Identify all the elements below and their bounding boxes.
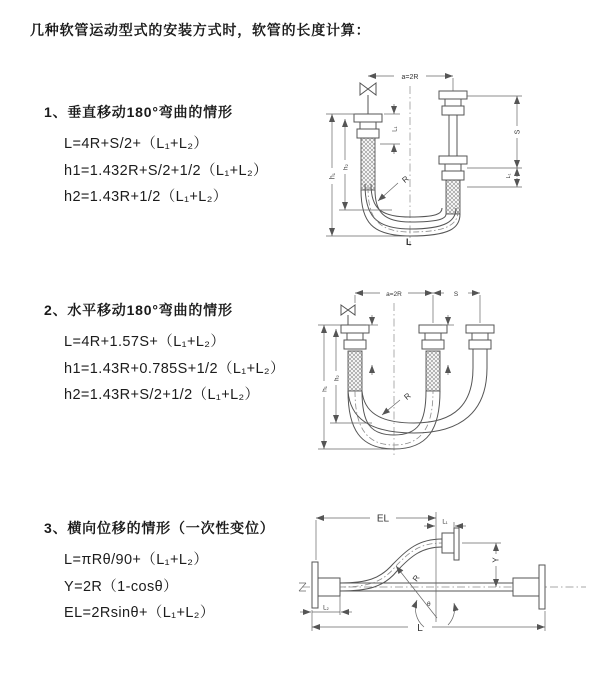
dimension-l2 <box>300 596 352 615</box>
section1-heading: 1、垂直移动180°弯曲的情形 <box>44 104 233 120</box>
section3-formulas <box>64 547 275 627</box>
section2-heading: 2、水平移动180°弯曲的情形 <box>44 302 233 318</box>
dimension-l1-right <box>467 168 522 187</box>
braided-hose-section <box>446 180 460 214</box>
radius-callout <box>382 391 413 415</box>
dim-label-l1: L₁ <box>392 126 399 132</box>
valve-icon <box>341 305 355 325</box>
hose-fitting-left <box>354 114 382 190</box>
dim-label-l1: L₁ <box>442 519 448 526</box>
page-title: 几种软管运动型式的安装方式时，软管的长度计算： <box>30 22 371 38</box>
dim-label-h2: h₂ <box>334 375 341 381</box>
dim-label-width: a=2R <box>401 74 419 81</box>
dimension-s <box>467 96 522 168</box>
dimension-l1 <box>424 520 466 529</box>
formula-L: L=πRθ/90+（L₁+L₂） <box>64 552 209 568</box>
braided-hose-section <box>361 138 375 190</box>
dim-label-width: a=2R <box>386 291 402 298</box>
braided-hose-section <box>348 351 362 391</box>
radius-callout <box>396 566 437 618</box>
dimension-y <box>462 543 501 587</box>
dimension-length <box>312 610 545 634</box>
hose-fitting-right-lower <box>439 156 467 214</box>
formula-h2: h2=1.43R+S/2+1/2（L₁+L₂） <box>64 387 260 403</box>
dim-label-l1: L₁ <box>506 173 512 179</box>
hose-fitting-right-upper <box>439 78 467 156</box>
dim-label-h2: h₂ <box>342 163 350 171</box>
hose-fitting-middle <box>419 325 447 391</box>
dim-label-radius: R <box>400 174 411 185</box>
dim-label-h1: h₁ <box>329 172 337 180</box>
dim-label-l2: L₂ <box>323 605 329 612</box>
dim-label-shift: S <box>453 291 459 298</box>
dim-label-radius: R <box>410 573 422 584</box>
formula-L: L=4R+1.57S+（L₁+L₂） <box>64 334 226 350</box>
section-lateral-displacement <box>44 518 275 627</box>
section-horizontal-180 <box>44 300 285 409</box>
hose-displaced-curve <box>340 528 459 591</box>
dim-label-theta: θ <box>427 601 431 608</box>
dimension-l1-left <box>380 104 400 154</box>
formula-h2: h2=1.43R+1/2（L₁+L₂） <box>64 189 228 205</box>
diagram-lateral-displacement <box>296 500 598 652</box>
hose-fitting-right <box>466 325 494 368</box>
dim-label-s: S <box>514 129 522 135</box>
section-vertical-180 <box>44 102 268 211</box>
hose-fitting-left <box>341 325 369 391</box>
formula-h1: h1=1.432R+S/2+1/2（L₁+L₂） <box>64 162 268 179</box>
section3-heading: 3、横向位移的情形（一次性变位） <box>44 520 275 536</box>
section1-formulas <box>64 131 268 211</box>
formula-h1: h1=1.43R+0.785S+1/2（L₁+L₂） <box>64 360 285 377</box>
dim-label-radius: R <box>402 391 413 402</box>
dimension-width <box>355 291 480 323</box>
dim-label-length: L <box>417 623 423 634</box>
dim-label-h1: h₁ <box>321 386 329 392</box>
diagram-horizontal-bend <box>310 283 595 463</box>
formula-EL: EL=2Rsinθ+（L₁+L₂） <box>64 605 215 621</box>
dimension-width <box>368 74 453 81</box>
dim-label-el: EL <box>376 513 390 525</box>
braided-hose-section <box>426 351 440 391</box>
dimension-shift <box>433 291 480 298</box>
section2-formulas <box>64 329 285 409</box>
formula-Y: Y=2R（1-cosθ） <box>64 578 178 595</box>
flange-left <box>312 562 340 608</box>
diagram-vertical-bend <box>310 64 580 260</box>
dimension-el <box>316 512 436 622</box>
dim-label-length: L <box>406 237 412 247</box>
formula-L: L=4R+S/2+（L₁+L₂） <box>64 136 209 152</box>
dim-label-y: Y <box>491 557 501 563</box>
radius-callout <box>378 174 411 201</box>
valve-icon <box>360 83 376 114</box>
